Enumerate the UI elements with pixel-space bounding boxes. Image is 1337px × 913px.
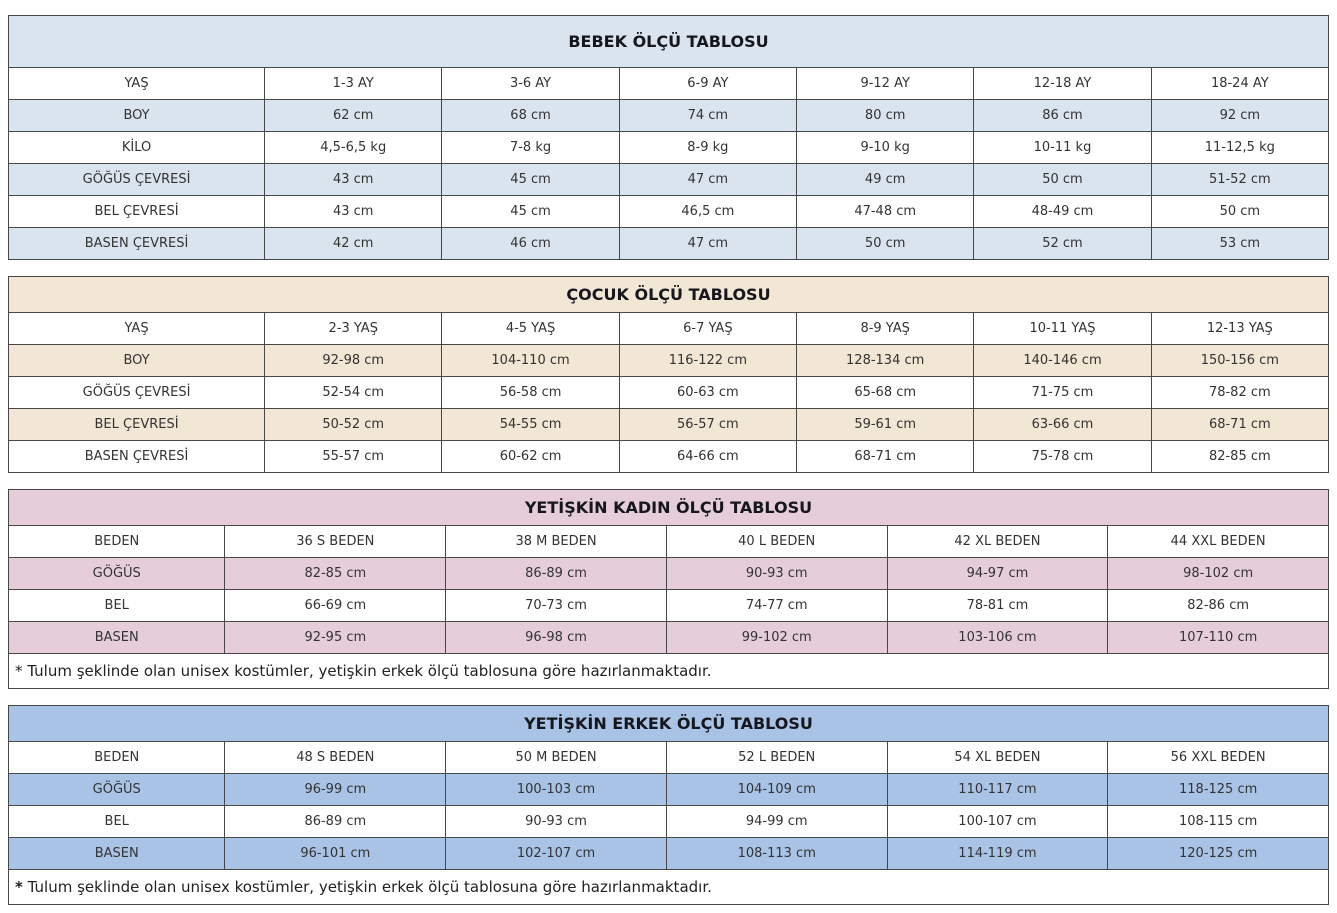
table-row bbox=[9, 441, 1329, 473]
table-cell: 8-9 YAŞ bbox=[797, 313, 974, 345]
table-cell: 9-12 AY bbox=[797, 68, 974, 100]
row-label: BEL ÇEVRESİ bbox=[9, 409, 265, 441]
table-cell: 86-89 cm bbox=[225, 806, 446, 838]
table-cell: 96-98 cm bbox=[446, 622, 667, 654]
row-label: BEL bbox=[9, 806, 225, 838]
table-row bbox=[9, 100, 1329, 132]
table-cell: 46 cm bbox=[442, 228, 619, 260]
table-cell: 50 cm bbox=[797, 228, 974, 260]
table-cell: 100-103 cm bbox=[446, 774, 667, 806]
table-cell: 63-66 cm bbox=[974, 409, 1151, 441]
table-row bbox=[9, 377, 1329, 409]
table-cell: 102-107 cm bbox=[446, 838, 667, 870]
table-cell: 74 cm bbox=[619, 100, 796, 132]
table-cell: 120-125 cm bbox=[1108, 838, 1329, 870]
table-cell: 99-102 cm bbox=[666, 622, 887, 654]
table-title-row bbox=[9, 16, 1329, 68]
table-cell: 4-5 YAŞ bbox=[442, 313, 619, 345]
row-label: BASEN ÇEVRESİ bbox=[9, 228, 265, 260]
row-label: BEDEN bbox=[9, 742, 225, 774]
note-asterisk: * bbox=[15, 878, 23, 896]
table-cell: 68-71 cm bbox=[797, 441, 974, 473]
row-label: YAŞ bbox=[9, 313, 265, 345]
note-text: Tulum şeklinde olan unisex kostümler, yetişkin erkek ölçü tablosuna göre hazırlanmaktadır. bbox=[27, 878, 712, 896]
table-row bbox=[9, 68, 1329, 100]
table-cell: 92 cm bbox=[1151, 100, 1328, 132]
table-cell: 108-115 cm bbox=[1108, 806, 1329, 838]
table-cell: 56-58 cm bbox=[442, 377, 619, 409]
table-cell: 92-95 cm bbox=[225, 622, 446, 654]
table-cell: 10-11 YAŞ bbox=[974, 313, 1151, 345]
table-row bbox=[9, 313, 1329, 345]
table-cell: 40 L BEDEN bbox=[666, 526, 887, 558]
table-cell: 1-3 AY bbox=[265, 68, 442, 100]
table-cell: 44 XXL BEDEN bbox=[1108, 526, 1329, 558]
table-cell: 62 cm bbox=[265, 100, 442, 132]
table-cell: 47 cm bbox=[619, 228, 796, 260]
table-cell: 96-99 cm bbox=[225, 774, 446, 806]
table-cell: 3-6 AY bbox=[442, 68, 619, 100]
table-row bbox=[9, 806, 1329, 838]
table-cell: 96-101 cm bbox=[225, 838, 446, 870]
table-cell: 68 cm bbox=[442, 100, 619, 132]
table-cell: 60-63 cm bbox=[619, 377, 796, 409]
table-cell: 140-146 cm bbox=[974, 345, 1151, 377]
table-row bbox=[9, 132, 1329, 164]
table-cell: 50-52 cm bbox=[265, 409, 442, 441]
table-cell: 10-11 kg bbox=[974, 132, 1151, 164]
table-cell: 47-48 cm bbox=[797, 196, 974, 228]
table-title-row bbox=[9, 706, 1329, 742]
table-cell: 12-13 YAŞ bbox=[1151, 313, 1328, 345]
table-cell: 36 S BEDEN bbox=[225, 526, 446, 558]
table-cell: 68-71 cm bbox=[1151, 409, 1328, 441]
row-label: YAŞ bbox=[9, 68, 265, 100]
table-row bbox=[9, 526, 1329, 558]
table-row bbox=[9, 742, 1329, 774]
child-size-table bbox=[8, 276, 1329, 473]
table-cell: 49 cm bbox=[797, 164, 974, 196]
table-row bbox=[9, 345, 1329, 377]
table-cell: 128-134 cm bbox=[797, 345, 974, 377]
table-cell: 50 cm bbox=[1151, 196, 1328, 228]
table-cell: 110-117 cm bbox=[887, 774, 1108, 806]
table-cell: 52 cm bbox=[974, 228, 1151, 260]
table-cell: 70-73 cm bbox=[446, 590, 667, 622]
table-cell: 64-66 cm bbox=[619, 441, 796, 473]
table-cell: 6-9 AY bbox=[619, 68, 796, 100]
table-cell: 11-12,5 kg bbox=[1151, 132, 1328, 164]
table-row bbox=[9, 774, 1329, 806]
table-cell: 9-10 kg bbox=[797, 132, 974, 164]
row-label: BEDEN bbox=[9, 526, 225, 558]
row-label: BASEN ÇEVRESİ bbox=[9, 441, 265, 473]
row-label: GÖĞÜS ÇEVRESİ bbox=[9, 164, 265, 196]
adult-men-table bbox=[8, 705, 1329, 905]
table-row bbox=[9, 838, 1329, 870]
table-title-row bbox=[9, 277, 1329, 313]
table-cell: 45 cm bbox=[442, 196, 619, 228]
table-cell: 53 cm bbox=[1151, 228, 1328, 260]
table-cell: 42 XL BEDEN bbox=[887, 526, 1108, 558]
row-label: GÖĞÜS bbox=[9, 558, 225, 590]
table-cell: 66-69 cm bbox=[225, 590, 446, 622]
table-row bbox=[9, 164, 1329, 196]
table-cell: 45 cm bbox=[442, 164, 619, 196]
table-cell: 118-125 cm bbox=[1108, 774, 1329, 806]
row-label: BASEN bbox=[9, 838, 225, 870]
table-cell: 107-110 cm bbox=[1108, 622, 1329, 654]
row-label: BEL ÇEVRESİ bbox=[9, 196, 265, 228]
table-cell: 18-24 AY bbox=[1151, 68, 1328, 100]
note-text: Tulum şeklinde olan unisex kostümler, yetişkin erkek ölçü tablosuna göre hazırlanmaktadır. bbox=[27, 662, 712, 680]
row-label: BOY bbox=[9, 345, 265, 377]
adult-men-size-table bbox=[8, 705, 1329, 905]
table-row bbox=[9, 558, 1329, 590]
table-note-row bbox=[9, 654, 1329, 689]
table-row bbox=[9, 228, 1329, 260]
table-cell: 82-85 cm bbox=[225, 558, 446, 590]
table-cell: 2-3 YAŞ bbox=[265, 313, 442, 345]
table-cell: 52-54 cm bbox=[265, 377, 442, 409]
table-cell: 56-57 cm bbox=[619, 409, 796, 441]
table-cell: 104-110 cm bbox=[442, 345, 619, 377]
table-cell: 116-122 cm bbox=[619, 345, 796, 377]
table-cell: 60-62 cm bbox=[442, 441, 619, 473]
table-cell: 7-8 kg bbox=[442, 132, 619, 164]
table-title-row bbox=[9, 490, 1329, 526]
adult-women-table-title: YETİŞKİN KADIN ÖLÇÜ TABLOSU bbox=[9, 490, 1329, 526]
baby-size-table bbox=[8, 15, 1329, 260]
table-cell: 104-109 cm bbox=[666, 774, 887, 806]
baby-table bbox=[8, 15, 1329, 260]
women-table-note bbox=[9, 654, 1329, 689]
table-cell: 56 XXL BEDEN bbox=[1108, 742, 1329, 774]
table-cell: 150-156 cm bbox=[1151, 345, 1328, 377]
adult-women-table bbox=[8, 489, 1329, 689]
table-row bbox=[9, 622, 1329, 654]
table-cell: 92-98 cm bbox=[265, 345, 442, 377]
table-row bbox=[9, 196, 1329, 228]
table-cell: 86-89 cm bbox=[446, 558, 667, 590]
table-cell: 43 cm bbox=[265, 196, 442, 228]
table-cell: 51-52 cm bbox=[1151, 164, 1328, 196]
row-label: BEL bbox=[9, 590, 225, 622]
table-cell: 90-93 cm bbox=[446, 806, 667, 838]
table-cell: 78-82 cm bbox=[1151, 377, 1328, 409]
table-cell: 71-75 cm bbox=[974, 377, 1151, 409]
table-cell: 43 cm bbox=[265, 164, 442, 196]
table-cell: 65-68 cm bbox=[797, 377, 974, 409]
table-cell: 50 cm bbox=[974, 164, 1151, 196]
table-cell: 74-77 cm bbox=[666, 590, 887, 622]
table-cell: 54-55 cm bbox=[442, 409, 619, 441]
table-cell: 82-85 cm bbox=[1151, 441, 1328, 473]
table-cell: 82-86 cm bbox=[1108, 590, 1329, 622]
table-cell: 6-7 YAŞ bbox=[619, 313, 796, 345]
table-cell: 4,5-6,5 kg bbox=[265, 132, 442, 164]
table-cell: 90-93 cm bbox=[666, 558, 887, 590]
table-cell: 38 M BEDEN bbox=[446, 526, 667, 558]
table-cell: 47 cm bbox=[619, 164, 796, 196]
table-cell: 108-113 cm bbox=[666, 838, 887, 870]
table-cell: 86 cm bbox=[974, 100, 1151, 132]
child-table bbox=[8, 276, 1329, 473]
row-label: BOY bbox=[9, 100, 265, 132]
table-cell: 48 S BEDEN bbox=[225, 742, 446, 774]
row-label: GÖĞÜS bbox=[9, 774, 225, 806]
adult-women-size-table bbox=[8, 489, 1329, 689]
table-row bbox=[9, 409, 1329, 441]
table-cell: 100-107 cm bbox=[887, 806, 1108, 838]
table-cell: 75-78 cm bbox=[974, 441, 1151, 473]
table-cell: 12-18 AY bbox=[974, 68, 1151, 100]
child-table-title: ÇOCUK ÖLÇÜ TABLOSU bbox=[9, 277, 1329, 313]
table-cell: 103-106 cm bbox=[887, 622, 1108, 654]
adult-men-table-title: YETİŞKİN ERKEK ÖLÇÜ TABLOSU bbox=[9, 706, 1329, 742]
table-cell: 59-61 cm bbox=[797, 409, 974, 441]
table-cell: 94-99 cm bbox=[666, 806, 887, 838]
table-cell: 50 M BEDEN bbox=[446, 742, 667, 774]
row-label: BASEN bbox=[9, 622, 225, 654]
table-cell: 8-9 kg bbox=[619, 132, 796, 164]
table-cell: 98-102 cm bbox=[1108, 558, 1329, 590]
baby-table-title: BEBEK ÖLÇÜ TABLOSU bbox=[9, 16, 1329, 68]
table-cell: 46,5 cm bbox=[619, 196, 796, 228]
table-cell: 52 L BEDEN bbox=[666, 742, 887, 774]
table-cell: 78-81 cm bbox=[887, 590, 1108, 622]
table-cell: 114-119 cm bbox=[887, 838, 1108, 870]
row-label: KİLO bbox=[9, 132, 265, 164]
table-cell: 54 XL BEDEN bbox=[887, 742, 1108, 774]
table-cell: 80 cm bbox=[797, 100, 974, 132]
table-cell: 42 cm bbox=[265, 228, 442, 260]
row-label: GÖĞÜS ÇEVRESİ bbox=[9, 377, 265, 409]
note-asterisk: * bbox=[15, 662, 23, 680]
table-cell: 55-57 cm bbox=[265, 441, 442, 473]
table-row bbox=[9, 590, 1329, 622]
table-cell: 94-97 cm bbox=[887, 558, 1108, 590]
table-cell: 48-49 cm bbox=[974, 196, 1151, 228]
